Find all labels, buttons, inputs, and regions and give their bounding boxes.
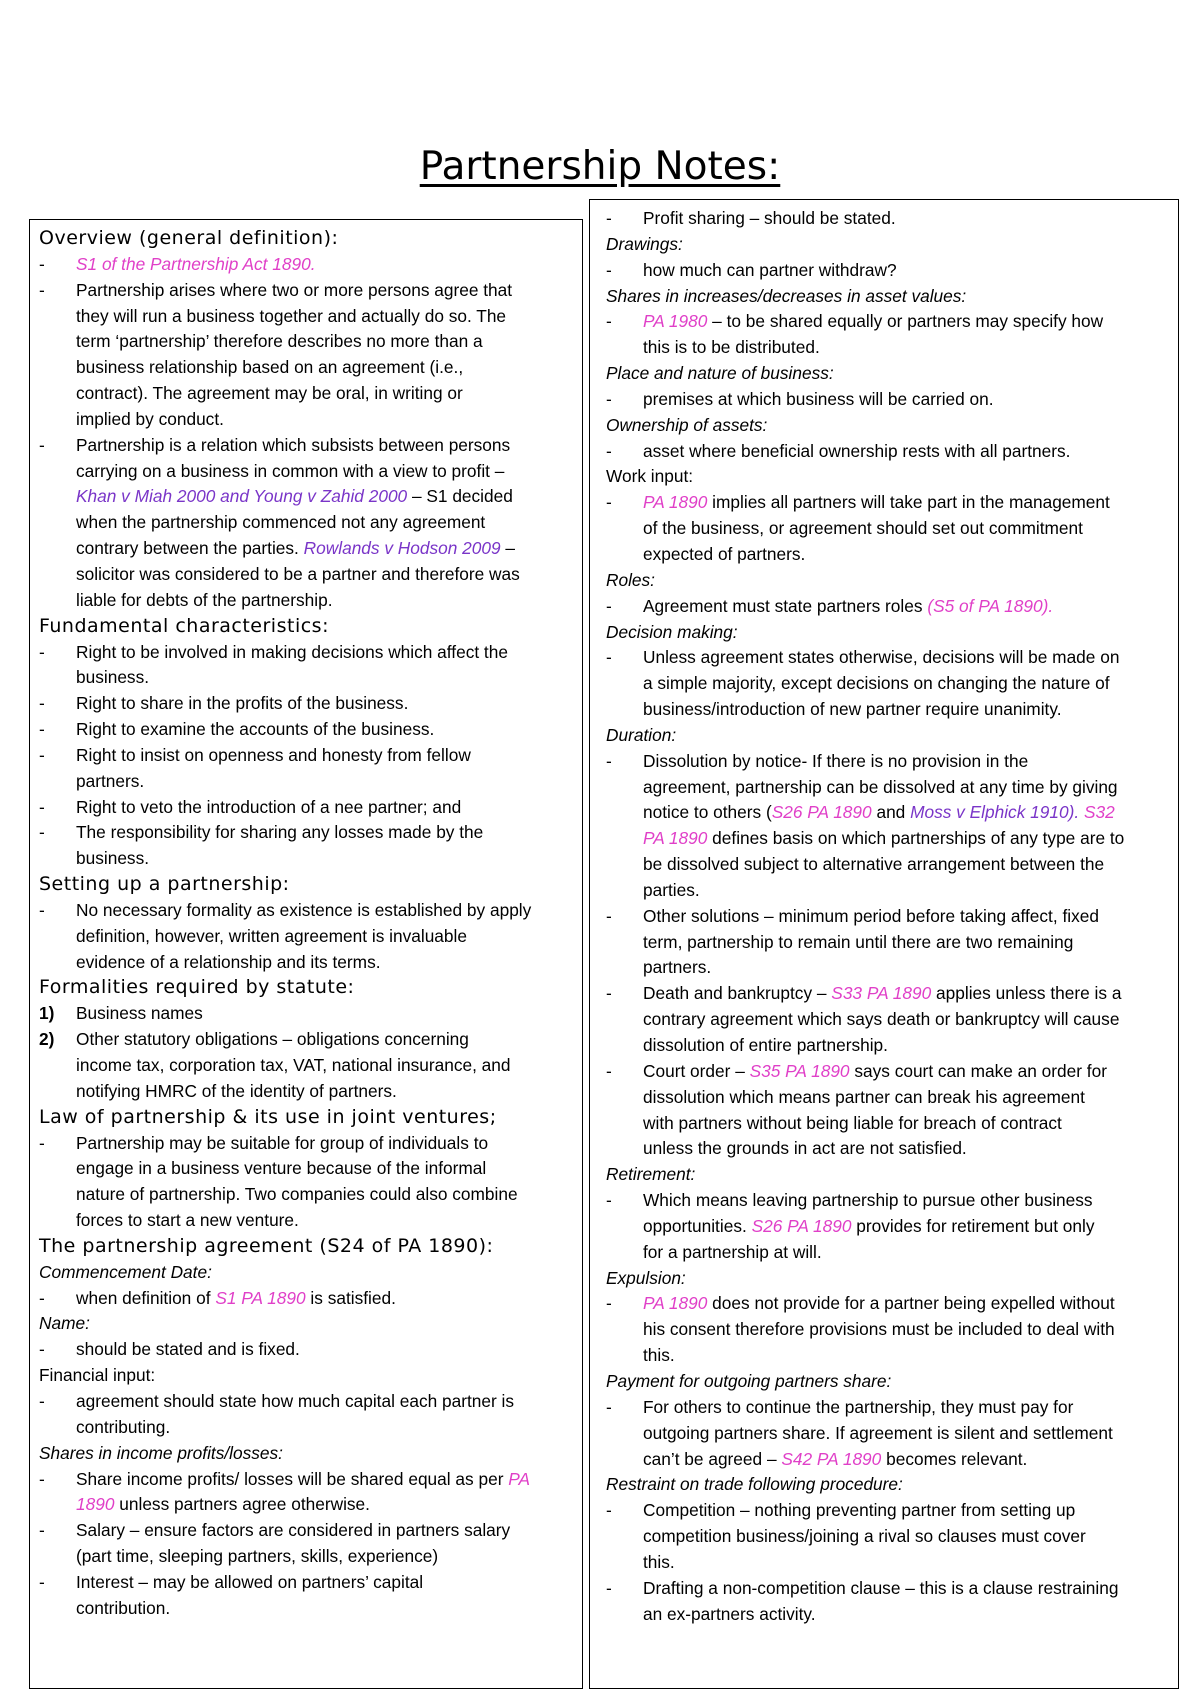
statute-reference: PA [508, 1468, 531, 1489]
text-line: dissolution of entire partnership. [643, 1035, 888, 1055]
subheading: Expulsion: [606, 1267, 686, 1288]
statute-reference: S42 PA 1890 [781, 1448, 882, 1469]
text-line: asset where beneficial ownership rests with all partners. [643, 440, 1071, 461]
text-fragment: defines basis on which partnerships of any type are to [707, 828, 1125, 849]
text-line: for a partnership at will. [643, 1241, 822, 1262]
heading-agreement: The partnership agreement (S24 of PA 1890): [39, 1234, 494, 1257]
text-line: this. [643, 1551, 675, 1572]
text-line: Other solutions – minimum period before taking affect, fixed [643, 905, 1099, 926]
text-line [643, 1291, 1168, 1317]
subheading: Name: [39, 1313, 90, 1334]
text-line: The responsibility for sharing any losses made by the [76, 822, 484, 843]
text-line: term, partnership to remain until there are two remaining [643, 931, 1074, 952]
text-line: Profit sharing – should be stated. [643, 208, 896, 228]
list-item [606, 439, 1168, 465]
text-line: definition, however, written agreement is invaluable [76, 925, 467, 946]
list-item [39, 1286, 570, 1312]
case-reference: Rowlands v Hodson 2009 [303, 538, 501, 559]
text-line: parties. [643, 879, 700, 900]
bullet-marker: - [606, 595, 612, 616]
text-line: implied by conduct. [76, 408, 224, 429]
text-line: No necessary formality as existence is established by apply [76, 899, 532, 920]
text-line [643, 800, 1168, 826]
list-item [39, 252, 570, 278]
text-line [76, 536, 570, 562]
text-fragment: unless partners agree otherwise. [114, 1494, 370, 1515]
case-reference: Moss v Elphick 1910). [910, 802, 1080, 823]
text-line: business. [76, 848, 150, 869]
text-line: partners. [643, 957, 712, 978]
statute-reference: PA 1890 [643, 1293, 708, 1314]
text-line [643, 981, 1168, 1007]
bullet-marker: - [39, 641, 45, 662]
text-line: Right to examine the accounts of the business. [76, 719, 435, 740]
text-line [76, 1492, 570, 1518]
bullet-marker: - [606, 647, 612, 668]
text-line: liable for debts of the partnership. [76, 589, 333, 610]
left-column [29, 219, 583, 1689]
text-line: Unless agreement states otherwise, decisions will be made on [643, 647, 1120, 668]
text-line: Competition – nothing preventing partner from setting up [643, 1500, 1076, 1521]
text-line: income tax, corporation tax, VAT, national insurance, and [76, 1055, 511, 1075]
text-fragment: does not provide for a partner being expelled without [707, 1293, 1115, 1314]
text-line: Partnership is a relation which subsists between persons [76, 434, 511, 455]
text-fragment: applies unless there is a [931, 983, 1122, 1004]
subheading: Restraint on trade following procedure: [606, 1474, 903, 1495]
list-item [606, 1498, 1168, 1576]
bullet-marker: - [606, 1060, 612, 1081]
text-line: Partnership may be suitable for group of individuals to [76, 1132, 489, 1153]
case-reference: Khan v Miah 2000 and Young v Zahid 2000 [76, 486, 408, 507]
text-line [76, 1467, 570, 1493]
bullet-marker: - [606, 492, 612, 513]
bullet-marker: - [39, 899, 45, 920]
text-line [643, 826, 1168, 852]
text-line: his consent therefore provisions must be included to deal with [643, 1319, 1115, 1340]
heading-fundamental: Fundamental characteristics: [39, 614, 329, 637]
bullet-marker: - [39, 719, 45, 740]
bullet-marker: - [39, 279, 45, 300]
list-item [606, 1188, 1168, 1266]
bullet-marker: - [606, 208, 612, 228]
bullet-marker: - [606, 1396, 612, 1417]
text-fragment: – S1 decided [407, 486, 513, 507]
text-line: partners. [76, 770, 145, 791]
text-fragment: can’t be agreed – [643, 1448, 782, 1469]
number-marker: 2) [39, 1029, 55, 1050]
text-line: contribution. [76, 1597, 171, 1618]
text-line: engage in a business venture because of the informal [76, 1158, 487, 1179]
heading-overview: Overview (general definition): [39, 227, 339, 249]
text-line: this is to be distributed. [643, 337, 820, 358]
bullet-marker: - [39, 1520, 45, 1541]
list-item [39, 1570, 570, 1622]
text-line [643, 309, 1168, 335]
bullet-marker: - [606, 1577, 612, 1598]
text-fragment: and [871, 802, 911, 823]
text-fragment: when definition of [76, 1287, 216, 1308]
text-line: Partnership arises where two or more persons agree that [76, 279, 513, 300]
bullet-marker: - [39, 693, 45, 714]
list-item [606, 1576, 1168, 1628]
statute-reference: S33 PA 1890 [831, 983, 932, 1004]
text-line: should be stated and is fixed. [76, 1339, 300, 1360]
text-line: an ex-partners activity. [643, 1603, 816, 1624]
list-item [39, 717, 570, 743]
text-line: Right to share in the profits of the business. [76, 693, 409, 714]
text-line: with partners without being liable for breach of contract [643, 1112, 1062, 1133]
text-fragment: Court order – [643, 1060, 750, 1081]
bullet-marker: - [606, 311, 612, 332]
bullet-marker: - [606, 983, 612, 1004]
list-item [39, 1467, 570, 1519]
text-fragment: – [500, 538, 516, 559]
heading-joint-ventures: Law of partnership & its use in joint ventures; [39, 1105, 497, 1128]
text-line: when the partnership commenced not any agreement [76, 512, 486, 533]
list-item [606, 258, 1168, 284]
bullet-marker: - [39, 744, 45, 765]
bullet-marker: - [39, 1571, 45, 1592]
list-item [606, 206, 1168, 232]
bullet-marker: - [39, 434, 45, 455]
text-line: of the business, or agreement should set out commitment [643, 518, 1083, 539]
bullet-marker: - [606, 905, 612, 926]
text-fragment: implies all partners will take part in the management [707, 492, 1110, 513]
bullet-marker: - [39, 1132, 45, 1153]
text-line: Drafting a non-competition clause – this is a clause restraining [643, 1577, 1119, 1598]
text-line: Right to veto the introduction of a nee partner; and [76, 796, 462, 817]
subheading: Decision making: [606, 621, 738, 642]
list-item [606, 387, 1168, 413]
text-line: Dissolution by notice- If there is no provision in the [643, 750, 1029, 771]
statute-reference: S32 [1083, 802, 1115, 823]
list-item [39, 898, 570, 976]
bullet-marker: - [39, 1390, 45, 1411]
text-line: Right to be involved in making decisions which affect the [76, 641, 508, 662]
list-item [606, 904, 1168, 982]
text-line: this. [643, 1345, 675, 1366]
statute-reference: S1 PA 1890 [215, 1287, 306, 1308]
text-line: contrary agreement which says death or bankruptcy will cause [643, 1009, 1120, 1030]
text-fragment: is satisfied. [305, 1287, 396, 1308]
text-line: Other statutory obligations – obligations concerning [76, 1029, 469, 1050]
text-line [643, 1447, 1168, 1473]
list-item [39, 640, 570, 692]
subheading: Duration: [606, 724, 677, 745]
text-line: business/introduction of new partner require unanimity. [643, 699, 1062, 720]
bullet-marker: - [606, 440, 612, 461]
text-fragment: Agreement must state partners roles [643, 595, 928, 616]
bullet-marker: - [606, 1190, 612, 1211]
list-item [606, 981, 1168, 1059]
text-line: outgoing partners share. If agreement is silent and settlement [643, 1422, 1113, 1443]
bullet-marker: - [39, 822, 45, 843]
text-line: premises at which business will be carried on. [643, 388, 994, 409]
text-line: contributing. [76, 1416, 171, 1437]
heading-formalities: Formalities required by statute: [39, 976, 355, 999]
list-item [606, 309, 1168, 361]
subheading: Retirement: [606, 1164, 696, 1185]
heading-setup: Setting up a partnership: [39, 873, 290, 896]
text-line: they will run a business together and actually do so. The [76, 305, 507, 326]
list-item [606, 1291, 1168, 1369]
subheading: Financial input: [39, 1365, 156, 1386]
text-line: unless the grounds in act are not satisfied. [643, 1138, 967, 1159]
text-line [643, 490, 1168, 516]
number-marker: 1) [39, 1003, 55, 1024]
bullet-marker: - [606, 388, 612, 409]
text-line: competition business/joining a rival so clauses must cover [643, 1526, 1086, 1547]
text-line: business. [76, 667, 150, 688]
text-fragment: provides for retirement but only [851, 1215, 1095, 1236]
list-item [39, 1389, 570, 1441]
text-line: contract). The agreement may be oral, in writing or [76, 383, 463, 404]
list-item [39, 795, 570, 821]
statute-reference: PA 1980 [643, 311, 708, 332]
text-line: nature of partnership. Two companies could also combine [76, 1184, 518, 1205]
bullet-marker: - [39, 1339, 45, 1360]
text-line: solicitor was considered to be a partner and therefore was [76, 563, 520, 584]
text-line: Business names [76, 1003, 203, 1024]
subheading: Drawings: [606, 233, 683, 254]
subheading: Ownership of assets: [606, 414, 768, 435]
text-line: business relationship based on an agreement (i.e., [76, 357, 464, 378]
subheading: Shares in increases/decreases in asset values: [606, 285, 967, 306]
list-item [606, 1059, 1168, 1162]
numbered-item [39, 1027, 570, 1105]
subheading: Work input: [606, 466, 694, 487]
subheading: Shares in income profits/losses: [39, 1442, 283, 1463]
subheading: Payment for outgoing partners share: [606, 1370, 892, 1391]
text-line: Salary – ensure factors are considered in partners salary [76, 1520, 511, 1541]
text-line: expected of partners. [643, 543, 806, 564]
list-item [39, 1518, 570, 1570]
list-item [39, 820, 570, 872]
text-fragment: becomes relevant. [881, 1448, 1028, 1469]
text-line [76, 484, 570, 510]
statute-reference: S26 PA 1890 [771, 802, 872, 823]
bullet-marker: - [606, 259, 612, 280]
statute-reference: S26 PA 1890 [751, 1215, 852, 1236]
list-item [606, 749, 1168, 904]
text-line: (part time, sleeping partners, skills, experience) [76, 1546, 439, 1567]
bullet-marker: - [606, 1293, 612, 1314]
list-item [606, 594, 1168, 620]
statute-reference: PA 1890 [643, 492, 708, 513]
statute-reference: PA 1890 [643, 828, 708, 849]
list-item [606, 645, 1168, 723]
text-line: For others to continue the partnership, they must pay for [643, 1396, 1074, 1417]
list-item [39, 743, 570, 795]
text-line: notifying HMRC of the identity of partners. [76, 1080, 397, 1101]
text-fragment: Death and bankruptcy – [643, 983, 832, 1004]
text-line: agreement, partnership can be dissolved at any time by giving [643, 776, 1118, 797]
list-item [606, 490, 1168, 568]
subheading: Roles: [606, 569, 655, 590]
text-line [643, 1214, 1168, 1240]
bullet-marker: - [39, 796, 45, 817]
list-item [39, 1337, 570, 1363]
text-line: forces to start a new venture. [76, 1210, 299, 1231]
bullet-marker: - [606, 750, 612, 771]
text-line: Right to insist on openness and honesty from fellow [76, 744, 471, 765]
statute-reference: S1 of the Partnership Act 1890. [76, 253, 316, 274]
text-fragment: – to be shared equally or partners may specify how [707, 311, 1104, 332]
subheading: Place and nature of business: [606, 363, 834, 384]
list-item [39, 1131, 570, 1234]
list-item [606, 1395, 1168, 1473]
text-fragment: notice to others ( [643, 802, 772, 823]
list-item [39, 433, 570, 614]
text-line: dissolution which means partner can break his agreement [643, 1086, 1085, 1107]
statute-reference: S35 PA 1890 [749, 1060, 850, 1081]
list-item [39, 691, 570, 717]
bullet-marker: - [39, 1287, 45, 1308]
statute-reference: (S5 of PA 1890). [927, 595, 1054, 616]
text-line: evidence of a relationship and its terms. [76, 951, 381, 972]
list-item [39, 278, 570, 433]
text-line: Interest – may be allowed on partners’ capital [76, 1571, 424, 1592]
text-line: how much can partner withdraw? [643, 259, 897, 280]
text-fragment: Share income profits/ losses will be shared equal as per [76, 1468, 509, 1489]
bullet-marker: - [606, 1500, 612, 1521]
text-line: Which means leaving partnership to pursue other business [643, 1190, 1093, 1211]
text-line: term ‘partnership’ therefore describes no more than a [76, 331, 483, 352]
text-line: agreement should state how much capital each partner is [76, 1390, 515, 1411]
text-line: a simple majority, except decisions on changing the nature of [643, 673, 1110, 694]
right-column [589, 199, 1179, 1689]
text-fragment: says court can make an order for [849, 1060, 1107, 1081]
numbered-item [39, 1001, 570, 1027]
text-line: carrying on a business in common with a view to profit – [76, 460, 505, 481]
text-line [643, 1059, 1168, 1085]
statute-reference: 1890 [76, 1494, 115, 1515]
page-title: Partnership Notes: [419, 144, 781, 189]
text-fragment: contrary between the parties. [76, 538, 304, 559]
text-line: be dissolved subject to alternative arrangement between the [643, 854, 1105, 875]
bullet-marker: - [39, 253, 45, 274]
text-fragment: opportunities. [643, 1215, 752, 1236]
bullet-marker: - [39, 1468, 45, 1489]
subheading: Commencement Date: [39, 1261, 212, 1282]
